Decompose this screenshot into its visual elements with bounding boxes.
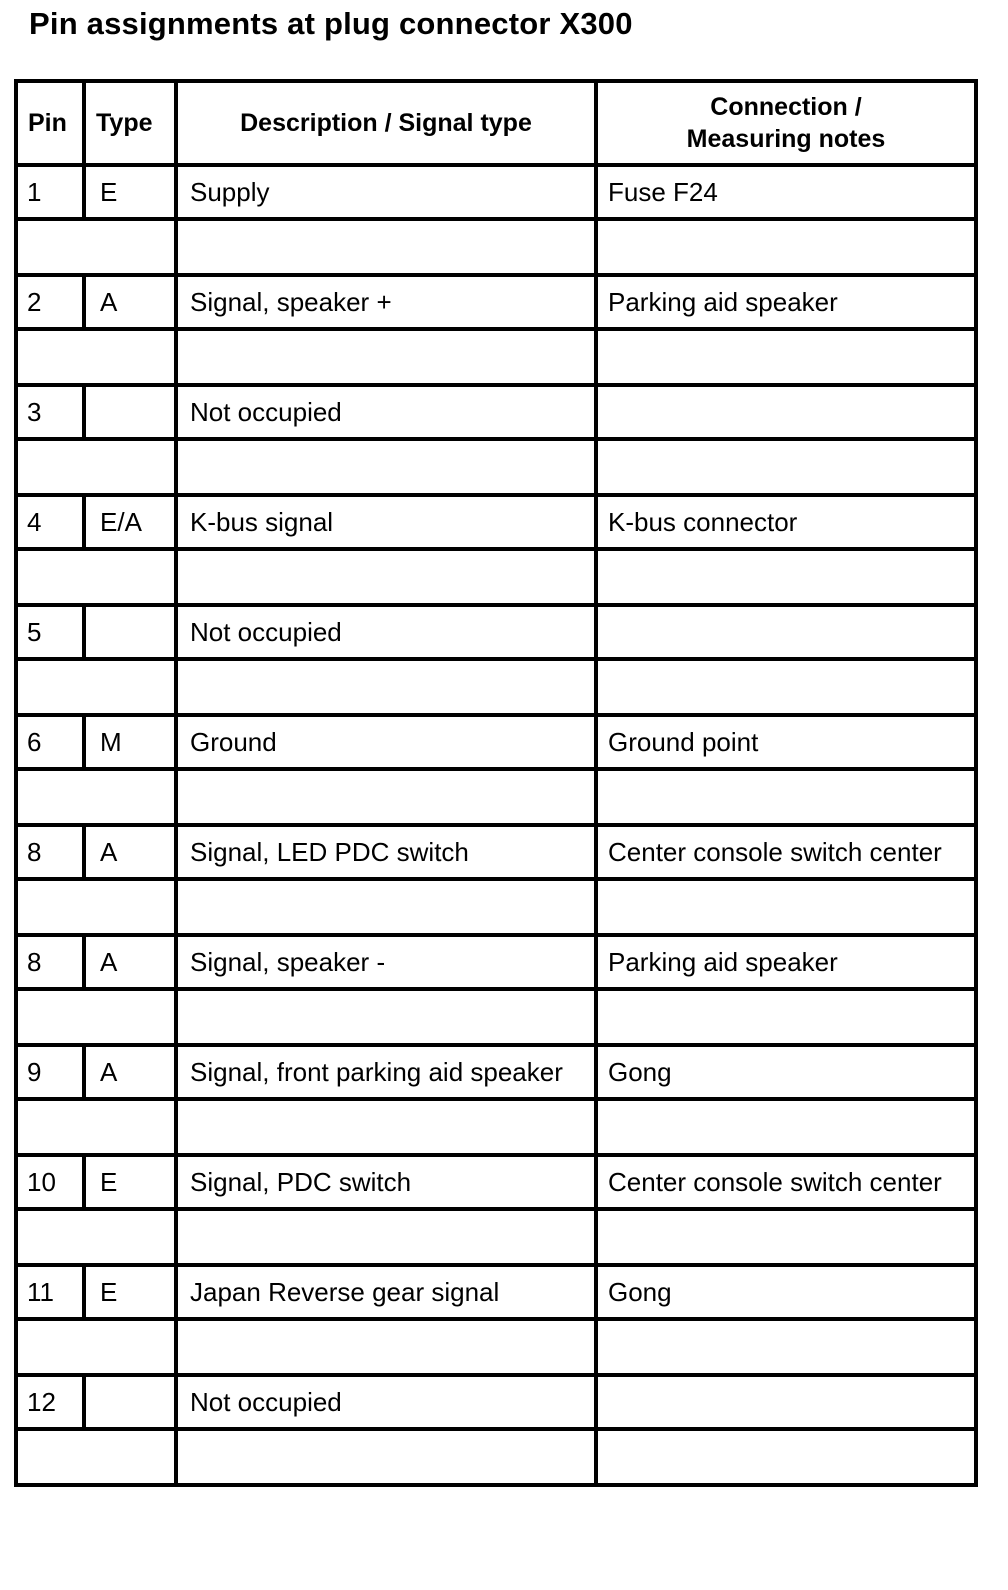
table-row [16,495,976,549]
header-connection [596,81,976,165]
cell-description: Signal, PDC switch [176,1155,596,1209]
cell-connection [596,1375,976,1429]
table-spacer-row [16,1429,976,1485]
cell-connection: Gong [596,1265,976,1319]
spacer-cell-description [176,879,596,935]
spacer-cell-description [176,219,596,275]
table-spacer-row [16,329,976,385]
cell-type: E/A [84,495,176,549]
spacer-cell-description [176,439,596,495]
cell-type [84,1375,176,1429]
table-header-row [16,81,976,165]
table-row [16,275,976,329]
spacer-cell-pin-type [16,549,176,605]
spacer-cell-connection [596,1209,976,1265]
cell-type: E [84,1155,176,1209]
table-row [16,715,976,769]
table-row [16,385,976,439]
table-row [16,1265,976,1319]
cell-description: Not occupied [176,605,596,659]
cell-pin: 10 [16,1155,84,1209]
header-type: Type [84,81,176,165]
spacer-cell-connection [596,879,976,935]
table-spacer-row [16,989,976,1045]
header-connection-line1: Connection / [710,93,862,121]
spacer-cell-pin-type [16,1319,176,1375]
cell-pin: 2 [16,275,84,329]
table-spacer-row [16,769,976,825]
spacer-cell-pin-type [16,659,176,715]
cell-type: E [84,165,176,219]
cell-description: Signal, front parking aid speaker [176,1045,596,1099]
spacer-cell-connection [596,1319,976,1375]
table-row [16,165,976,219]
cell-description: Supply [176,165,596,219]
spacer-cell-description [176,329,596,385]
cell-connection: K-bus connector [596,495,976,549]
cell-type: A [84,275,176,329]
table-spacer-row [16,1319,976,1375]
cell-type: A [84,825,176,879]
cell-pin: 9 [16,1045,84,1099]
spacer-cell-connection [596,1099,976,1155]
page-title: Pin assignments at plug connector X300 [29,6,633,41]
cell-pin: 1 [16,165,84,219]
spacer-cell-connection [596,769,976,825]
cell-connection: Center console switch center [596,825,976,879]
cell-description: Signal, speaker + [176,275,596,329]
spacer-cell-pin-type [16,439,176,495]
cell-connection: Fuse F24 [596,165,976,219]
cell-type: M [84,715,176,769]
spacer-cell-connection [596,1429,976,1485]
spacer-cell-pin-type [16,1209,176,1265]
pin-assignment-table [14,79,978,1487]
cell-type: A [84,1045,176,1099]
cell-description: Signal, LED PDC switch [176,825,596,879]
cell-connection: Ground point [596,715,976,769]
cell-type: A [84,935,176,989]
table-spacer-row [16,659,976,715]
cell-description: Not occupied [176,385,596,439]
spacer-cell-description [176,549,596,605]
table-spacer-row [16,439,976,495]
spacer-cell-pin-type [16,219,176,275]
spacer-cell-pin-type [16,989,176,1045]
spacer-cell-pin-type [16,879,176,935]
spacer-cell-pin-type [16,1099,176,1155]
cell-description: Japan Reverse gear signal [176,1265,596,1319]
spacer-cell-description [176,659,596,715]
cell-description: K-bus signal [176,495,596,549]
table-body [16,165,976,1485]
spacer-cell-connection [596,329,976,385]
cell-connection: Parking aid speaker [596,935,976,989]
cell-pin: 6 [16,715,84,769]
table-row [16,1375,976,1429]
cell-pin: 3 [16,385,84,439]
spacer-cell-description [176,1099,596,1155]
table-spacer-row [16,1209,976,1265]
table-row [16,825,976,879]
cell-pin: 8 [16,935,84,989]
table-row [16,935,976,989]
cell-connection: Center console switch center [596,1155,976,1209]
header-pin: Pin [16,81,84,165]
spacer-cell-description [176,1429,596,1485]
spacer-cell-description [176,1209,596,1265]
header-description: Description / Signal type [176,81,596,165]
table-spacer-row [16,879,976,935]
header-connection-line2: Measuring notes [686,125,886,153]
table-row [16,1155,976,1209]
cell-connection: Gong [596,1045,976,1099]
spacer-cell-pin-type [16,1429,176,1485]
spacer-cell-connection [596,439,976,495]
table-spacer-row [16,549,976,605]
spacer-cell-connection [596,549,976,605]
spacer-cell-connection [596,989,976,1045]
cell-type [84,605,176,659]
cell-pin: 4 [16,495,84,549]
cell-connection: Parking aid speaker [596,275,976,329]
table-spacer-row [16,219,976,275]
cell-connection [596,605,976,659]
cell-description: Ground [176,715,596,769]
table-spacer-row [16,1099,976,1155]
spacer-cell-description [176,989,596,1045]
cell-type [84,385,176,439]
cell-description: Not occupied [176,1375,596,1429]
spacer-cell-description [176,1319,596,1375]
spacer-cell-connection [596,659,976,715]
table-row [16,605,976,659]
cell-pin: 11 [16,1265,84,1319]
spacer-cell-pin-type [16,329,176,385]
cell-description: Signal, speaker - [176,935,596,989]
cell-type: E [84,1265,176,1319]
spacer-cell-description [176,769,596,825]
cell-connection [596,385,976,439]
spacer-cell-pin-type [16,769,176,825]
cell-pin: 5 [16,605,84,659]
spacer-cell-connection [596,219,976,275]
cell-pin: 8 [16,825,84,879]
cell-pin: 12 [16,1375,84,1429]
table-row [16,1045,976,1099]
